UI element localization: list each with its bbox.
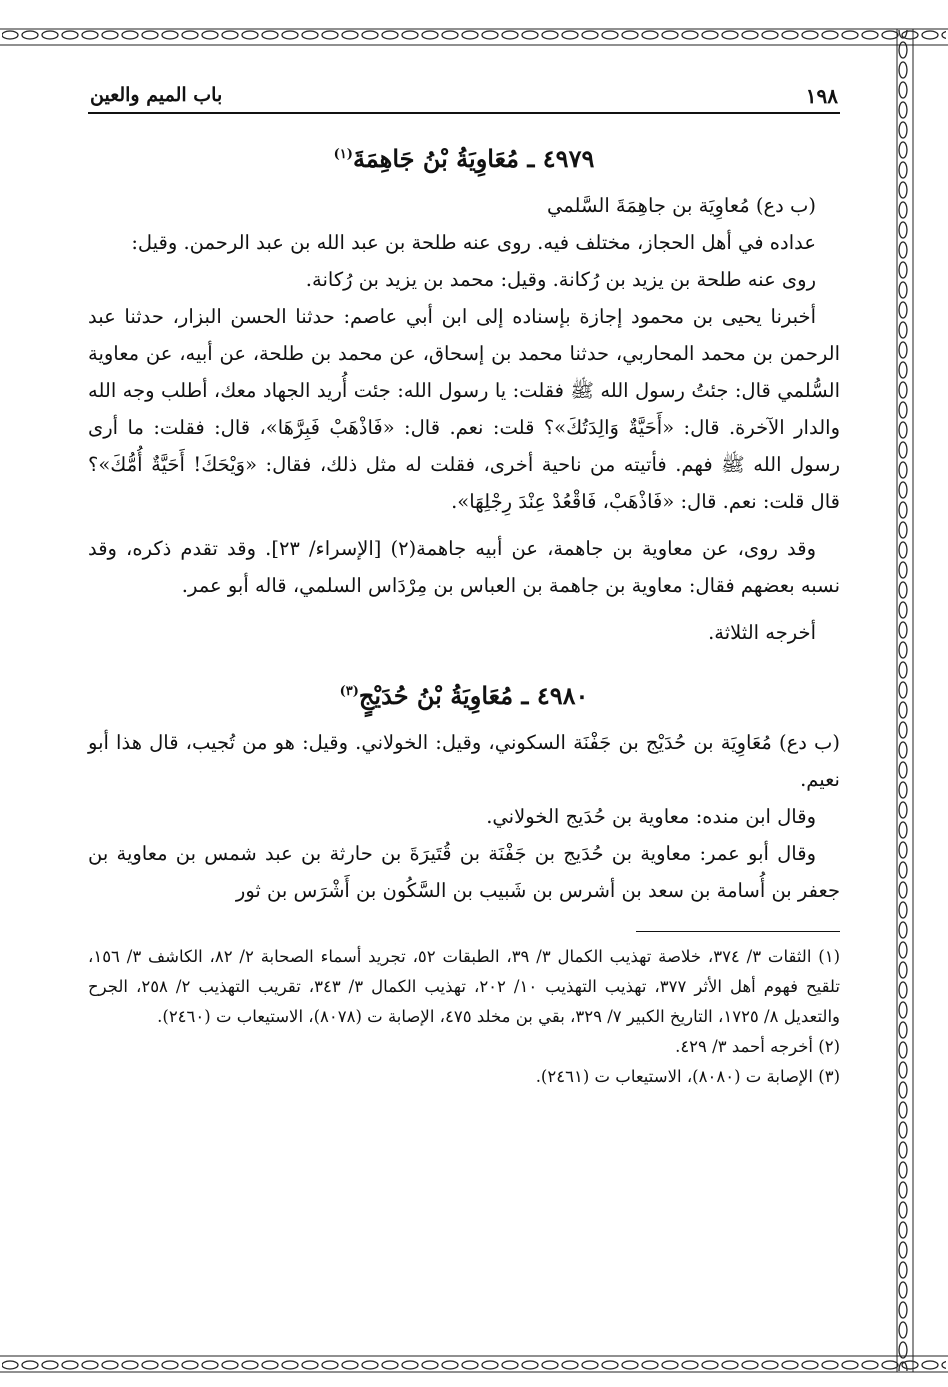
body-paragraph: روى عنه طلحة بن يزيد بن رُكانة. وقيل: محمد بن يزيد بن رُكانة.: [305, 268, 816, 291]
book-page: [88, 78, 840, 1348]
footnote-ref: (٣): [339, 684, 359, 699]
entry-title-4979: [88, 144, 840, 173]
body-paragraph: وقال أبو عمر: معاوية بن حُدَيج بن جَفْنَة بن قُتَيرَةَ بن حارثة بن عبد شمس بن معاوية بن جعفر بن أُسامة بن سعد بن أشرس بن شَبيب بن السَّكُون بن أَشْرَس بن ثور: [88, 842, 840, 902]
chapter-title: باب الميم والعين: [90, 84, 223, 106]
entry-title-text: ٤٩٧٩ ـ مُعَاوِيَةُ بْنُ جَاهِمَةَ: [352, 144, 595, 173]
hadith-paragraph: أخبرنا يحيى بن محمود إجازة بإسناده إلى ابن أبي عاصم: حدثنا الحسن البزار، حدثنا عبد الرحمن بن محمد المحاربي، حدثنا محمد بن إسحاق، عن محمد بن طلحة، عن أبيه، عن معاوية السُّلمي قال: جئتُ رسول الله ﷺ فقلت: يا رسول الله: جئت أُريد الجهاد معك، أطلب وجه الله والدار الآخرة. قال: «أَحَيَّةٌ وَالِدَتُكَ»؟ قلت: نعم. قال: «فَاذْهَبْ فَبِرَّهَا»، قال: فقلت: ما أرى رسول الله ﷺ فهم. فأتيته من ناحية أخرى، فقلت له مثل ذلك، فقال: «وَيْحَكَ! أَحَيَّةٌ أُمُّكَ»؟ قال قلت: نعم. قال: «فَاذْهَبْ، فَاقْعُدْ عِنْدَ رِجْلِهَا».: [88, 305, 840, 513]
entry-name-line: (ب دع) مُعَاوِيَة بن حُدَيْج بن جَفْنَة السكوني، وقيل: الخولاني. وقيل: هو من تُجيب، قال هذا أبو نعيم.: [88, 731, 840, 791]
source-note: أخرجه الثلاثة.: [708, 621, 816, 644]
entry-title-text: ٤٩٨٠ ـ مُعَاوِيَةُ بْنُ حُدَيْجٍ: [358, 681, 589, 710]
page-number: ١٩٨: [805, 84, 838, 108]
body-paragraph: وقد روى، عن معاوية بن جاهمة، عن أبيه جاهمة(٢) [الإسراء/ ٢٣]. وقد تقدم ذكره، وقد نسبه بعضهم فقال: معاوية بن جاهمة بن العباس بن مِرْدَاس السلمي، قاله أبو عمر.: [88, 537, 840, 597]
footnote-ref: (١): [333, 147, 353, 162]
footnote: (١) الثقات ٣/ ٣٧٤، خلاصة تهذيب الكمال ٣/ ٣٩، الطبقات ٥٢، تجريد أسماء الصحابة ٢/ ٨٢، الكاشف ٣/ ١٥٦، تلقيح فهوم أهل الأثر ٣٧٧، تهذيب التهذيب ١٠/ ٢٠٢، تهذيب الكمال ٣/ ٣٤٣، تقريب التهذيب ٢/ ٢٥٨، الجرح والتعديل ٨/ ١٧٢٥، التاريخ الكبير ٧/ ٣٢٩، بقي بن مخلد ٤٧٥، الإصابة ت (٨٠٧٨)، الاستيعاب ت (٢٤٦٠).: [88, 947, 840, 1026]
running-header: [88, 78, 840, 114]
body-paragraph: عداده في أهل الحجاز، مختلف فيه. روى عنه طلحة بن عبد الله بن عبد الرحمن. وقيل:: [131, 231, 816, 254]
footnote: (٣) الإصابة ت (٨٠٨٠)، الاستيعاب ت (٢٤٦١).: [535, 1067, 840, 1086]
body-paragraph: وقال ابن منده: معاوية بن حُدَيج الخولاني.: [486, 805, 816, 828]
footnote-separator: [636, 931, 840, 932]
entry-title-4980: [88, 681, 840, 710]
footnote: (٢) أخرجه أحمد ٣/ ٤٢٩.: [675, 1037, 840, 1056]
entry-name-line: (ب دع) مُعاوِيَة بن جاهِمَةَ السَّلمي: [547, 194, 816, 217]
